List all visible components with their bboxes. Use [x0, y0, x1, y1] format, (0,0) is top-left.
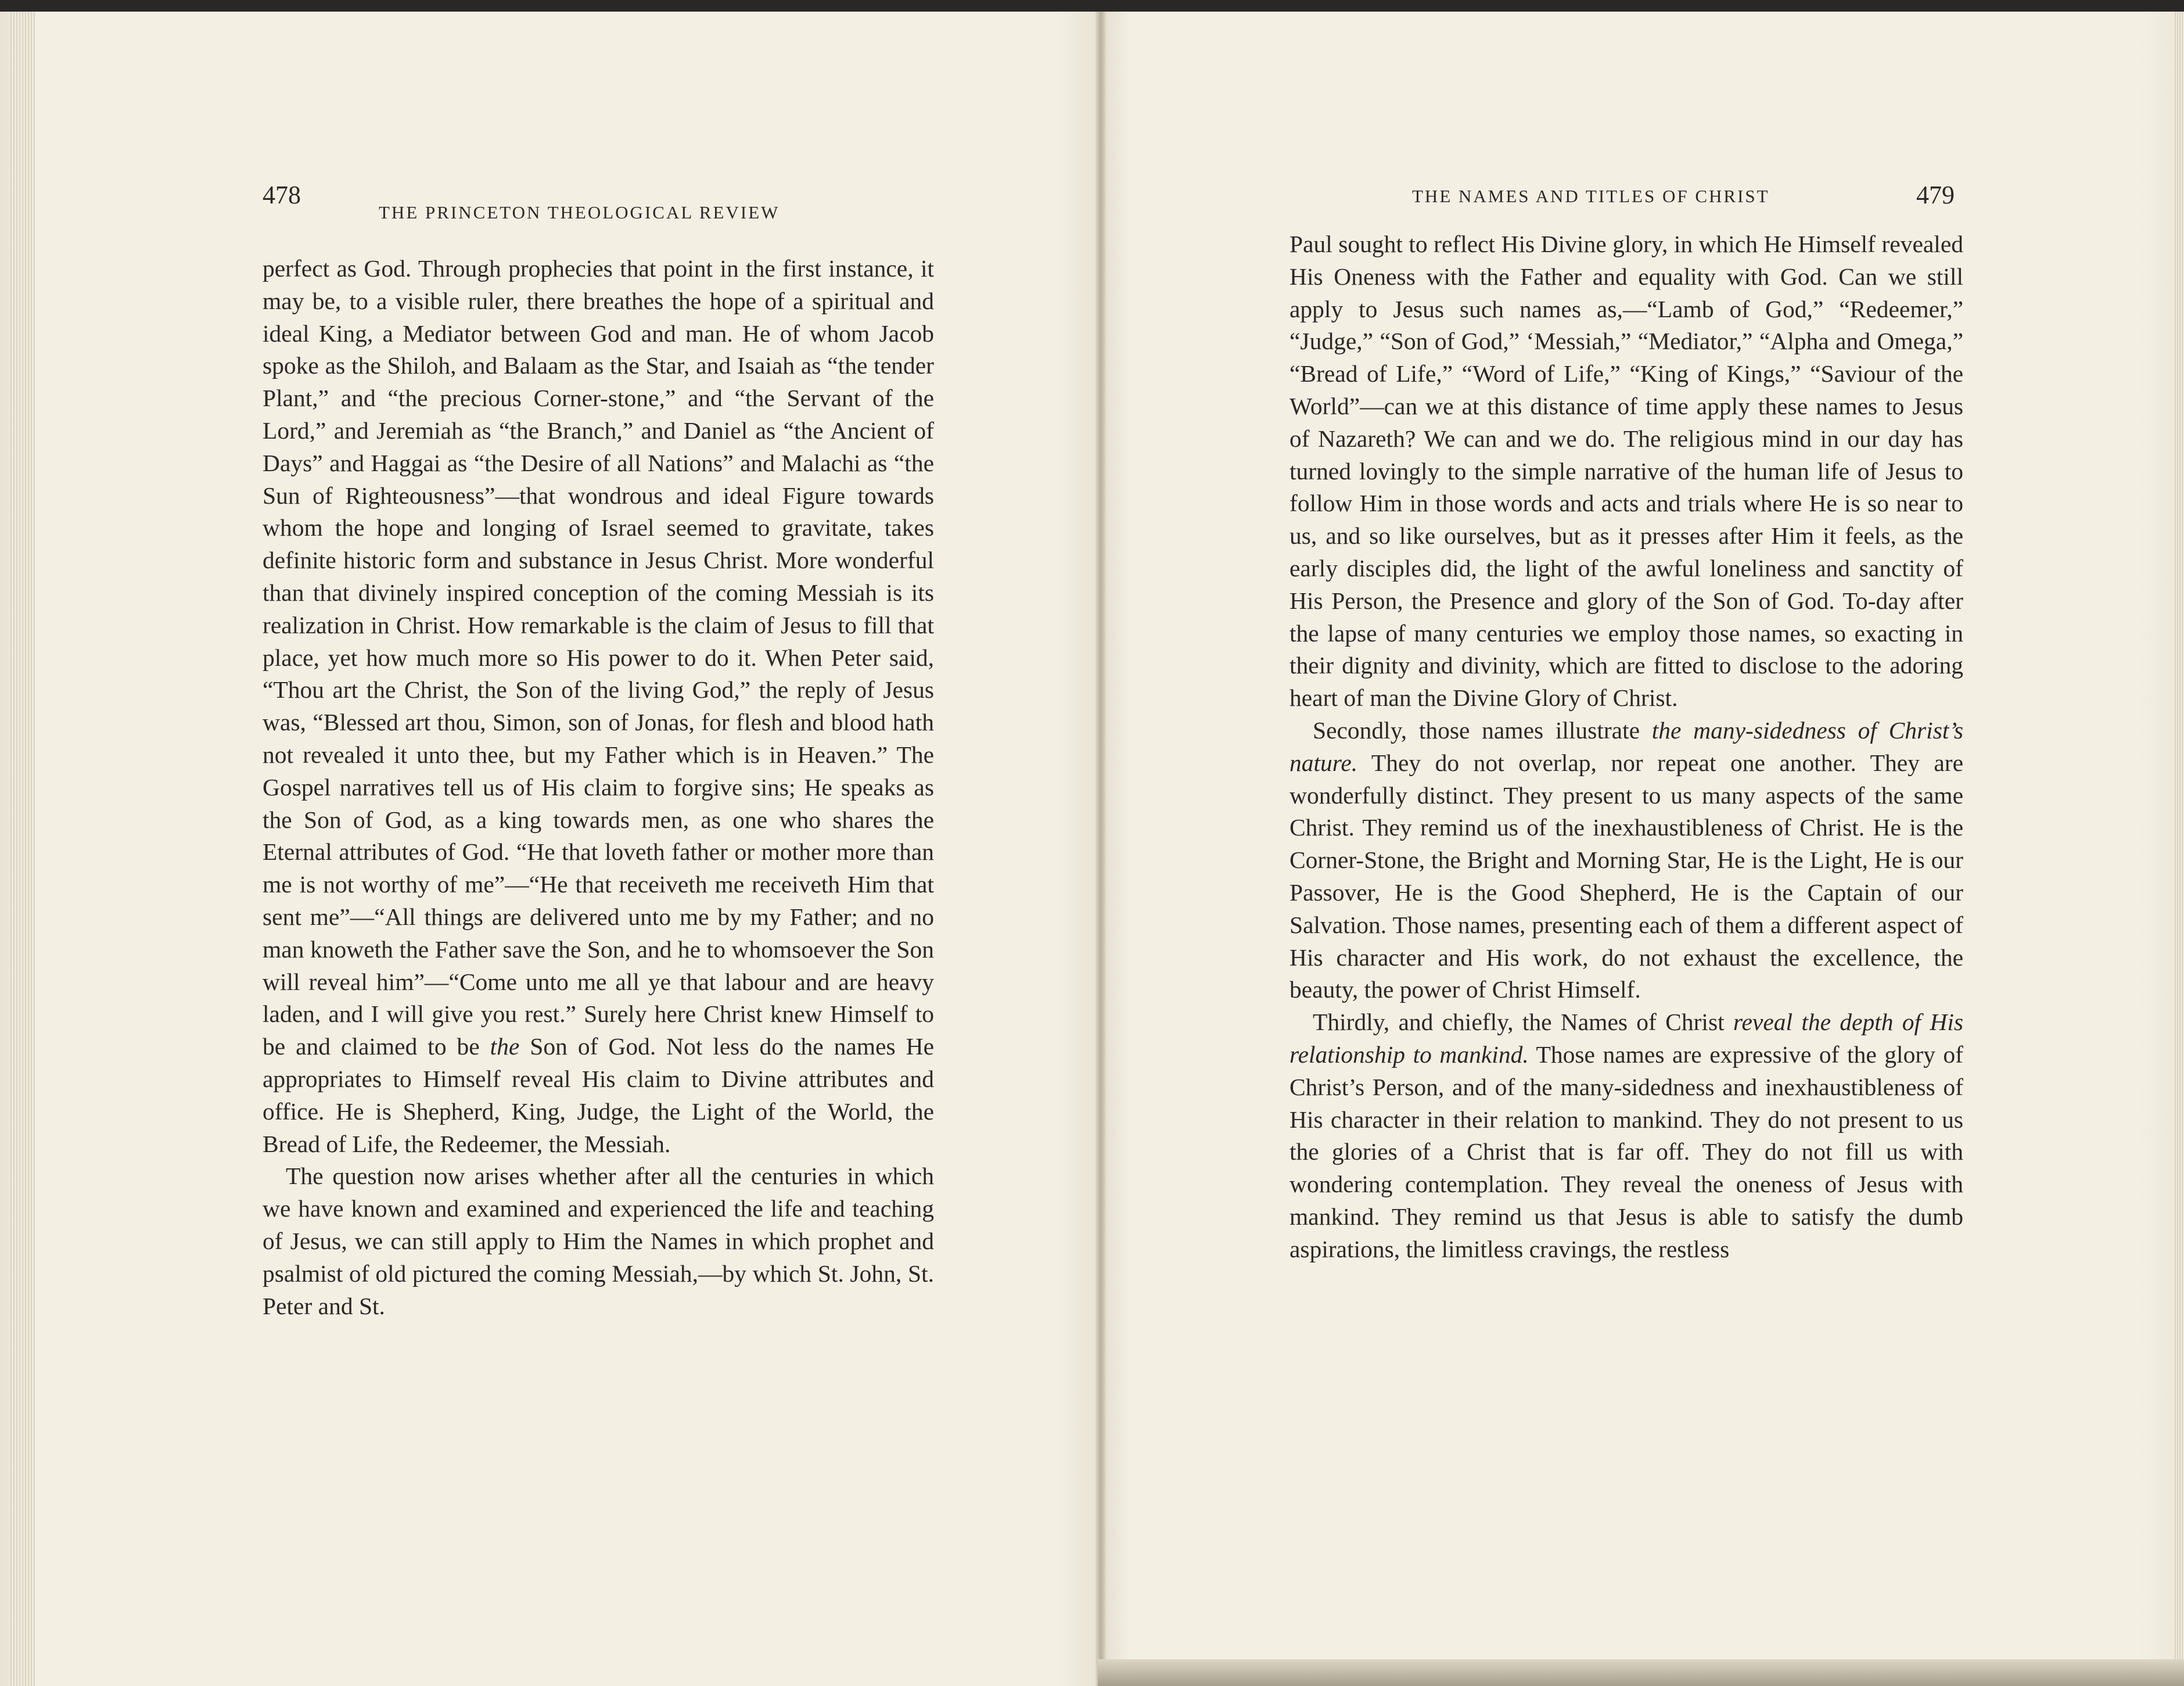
paragraph: [263, 253, 934, 1160]
paragraph: [1289, 1006, 1963, 1265]
page-edges: [10, 12, 35, 1686]
page-bottom-edge: [1098, 1659, 2184, 1686]
paragraph: [1289, 228, 1963, 715]
right-page-body: [1289, 228, 1963, 1266]
book-gutter: [1095, 12, 1106, 1686]
right-running-head: THE NAMES AND TITLES OF CHRIST: [1412, 186, 1770, 206]
italic-text: the many-sidedness of Christ’s nature.: [1289, 716, 1964, 776]
page-edges-right: [2175, 12, 2184, 1686]
text-run: Those names are expressive of the glory of Christ’s Person, and of the many-sidedness and inexhaustibleness of His character in their relation to mankind. They do not present to us the glories of a Christ that is far off. They do not fill us with wondering contemplation. They reveal the oneness of Jesus with mankind. They remind us that Jesus is able to satisfy the dumb aspirations, the limitless cravings, the restless: [1289, 1041, 1964, 1262]
left-page: [0, 12, 1101, 1686]
italic-text: reveal the depth of His relationship to mankind.: [1289, 1009, 1963, 1068]
left-running-head: THE PRINCETON THEOLOGICAL REVIEW: [379, 202, 780, 223]
text-run: The question now arises whether after all the centuries in which we have known and examined and experienced the life and teaching of Jesus, we can still apply to Him the Names in which prophet and psalmist of old pictured the coming Messiah,—by which St. John, St. Peter and St.: [263, 1163, 934, 1319]
text-run: Thirdly, and chiefly, the Names of Christ: [1313, 1009, 1733, 1036]
text-run: perfect as God. Through prophecies that point in the first instance, it may be, to a visible ruler, there breathes the hope of a spiritual and ideal King, a Mediator between God and man. He of whom Jacob spoke as the Shiloh, and Balaam as the Star, and Isaiah as “the tender Plant,” and “the precious Corner-stone,” and “the Servant of the Lord,” and Jeremiah as “the Branch,” and Daniel as “the Ancient of Days” and Haggai as “the Desire of all Nations” and Malachi as “the Sun of Righteousness”—that wondrous and ideal Figure towards whom the hope and longing of Israel seemed to gravitate, takes definite historic form and substance in Jesus Christ. More wonderful than that divinely inspired conception of the coming Messiah is its realization in Christ. How remarkable is the claim of Jesus to fill that place, yet how much more so His power to do it. When Peter said, “Thou art the Christ, the Son of the living God,” the reply of Jesus was, “Blessed art thou, Simon, son of Jonas, for flesh and blood hath not revealed it unto thee, but my Father which is in Heaven.” The Gospel narratives tell us of His claim to forgive sins; He speaks as the Son of God, as a king towards men, as one who shares the Eternal attributes of God. “He that loveth father or mother more than me is not worthy of me”—“He that receiveth me receiveth Him that sent me”—“All things are delivered unto me by my Father; and no man knoweth the Father save the Son, and he to whomsoever the Son will reveal him”—“Come unto me all ye that labour and are heavy laden, and I will give you rest.” Surely here Christ knew Himself to be and claimed to be: [263, 255, 934, 1060]
paragraph: [1289, 715, 1963, 1006]
left-page-number: 478: [263, 181, 301, 209]
text-run: Secondly, those names illustrate: [1313, 716, 1652, 744]
right-page-number: 479: [1916, 181, 1955, 209]
text-run: Paul sought to reflect His Divine glory, in which He Himself revealed His Oneness with the Father and equality with God. Can we still apply to Jesus such names as,—“Lamb of God,” “Redeemer,” “Judge,” “Son of God,” ‘Messiah,” “Mediator,” “Alpha and Omega,” “Bread of Life,” “Word of Life,” “King of Kings,” “Saviour of the World”—can we at this distance of time apply these names to Jesus of Nazareth? We can and we do. The religious mind in our day has turned lovingly to the simple narrative of the human life of Jesus to follow Him in those words and acts and trials where He is so near to us, and so like ourselves, but as it presses after Him it feels, as the early disciples did, the light of the awful loneliness and sanctity of His Person, the Presence and glory of the Son of God. To-day after the lapse of many centuries we employ those names, so exacting in their dignity and divinity, which are fitted to disclose to the adoring heart of man the Divine Glory of Christ.: [1289, 231, 1963, 712]
text-run: They do not overlap, nor repeat one another. They are wonderfully distinct. They present to us many aspects of the same Christ. They remind us of the inexhaustibleness of Christ. He is the Corner-Stone, the Bright and Morning Star, He is the Light, He is our Passover, He is the Good Shepherd, He is the Captain of our Salvation. Those names, presenting each of them a different aspect of His character and His work, do not exhaust the excellence, the beauty, the power of Christ Himself.: [1289, 749, 1963, 1003]
paragraph: [263, 1160, 934, 1322]
open-book: [0, 12, 2184, 1686]
italic-text: the: [490, 1033, 520, 1060]
left-page-body: [263, 253, 934, 1322]
text-run: Son of God. Not less do the names He appropriates to Himself reveal His claim to Divine attributes and office. He is Shepherd, King, Judge, the Light of the World, the Bread of Life, the Redeemer, the Messiah.: [263, 1033, 934, 1157]
